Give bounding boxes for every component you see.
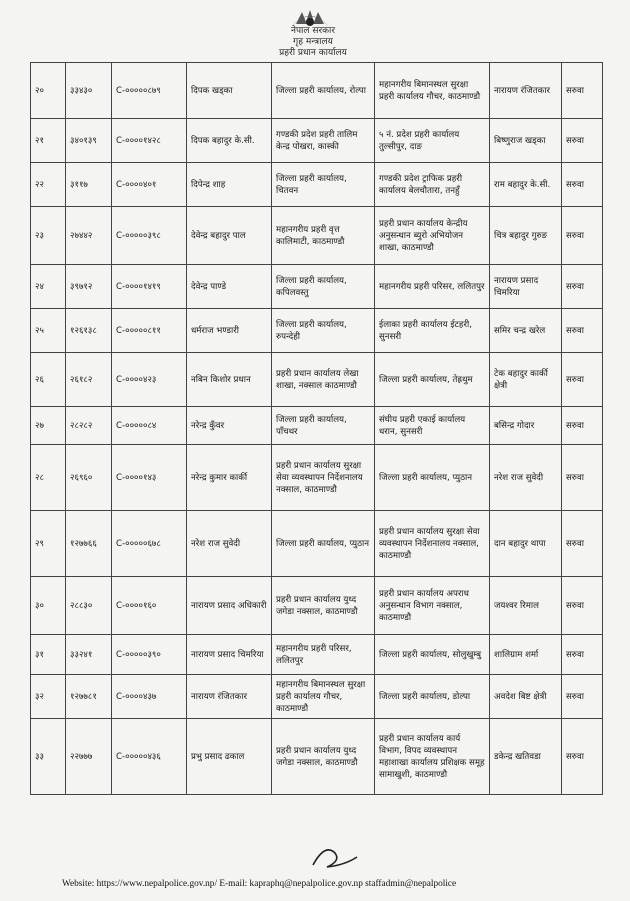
table-row [31, 577, 603, 635]
table-row [31, 119, 603, 163]
cell-code: C-०००००८७९ [112, 63, 187, 119]
cell-serial: २२ [31, 163, 66, 207]
table-row [31, 309, 603, 353]
cell-to-office: जिल्ला प्रहरी कार्यालय, सोलुखुम्बु [375, 635, 490, 675]
cell-remark: सरुवा [562, 163, 603, 207]
cell-police-id: ३४०१३९ [66, 119, 112, 163]
table-row [31, 719, 603, 795]
cell-serial: २८ [31, 445, 66, 511]
cell-name: नारायण प्रसाद अधिकारी [187, 577, 272, 635]
cell-to-office: जिल्ला प्रहरी कार्यालय, तेह्रथुम [375, 353, 490, 407]
cell-from-office: प्रहरी प्रधान कार्यालय सुरक्षा सेवा व्यवस्थापन निर्देशनालय नक्साल, काठमाण्डौ [272, 445, 375, 511]
cell-code: C-०००००८४ [112, 407, 187, 445]
cell-name: दिपक बहादुर के.सी. [187, 119, 272, 163]
cell-police-id: ३३२४१ [66, 635, 112, 675]
cell-serial: ३१ [31, 635, 66, 675]
cell-remark: सरुवा [562, 719, 603, 795]
cell-to-office: जिल्ला प्रहरी कार्यालय, प्युठान [375, 445, 490, 511]
cell-police-id: १२७७६६ [66, 511, 112, 577]
letterhead-line-3: प्रहरी प्रधान कार्यालय [279, 48, 347, 58]
cell-code: C-००००१४३ [112, 445, 187, 511]
cell-to-office: ५ नं. प्रदेश प्रहरी कार्यालय तुल्सीपुर, दाङ [375, 119, 490, 163]
cell-serial: २९ [31, 511, 66, 577]
cell-name: नरेन्द्र कुँवर [187, 407, 272, 445]
letterhead-line-1: नेपाल सरकार [290, 26, 336, 36]
cell-replacement: जयश्वर रिमाल [490, 577, 562, 635]
cell-name: नरेन्द्र कुमार कार्की [187, 445, 272, 511]
cell-from-office: प्रहरी प्रधान कार्यालय लेखा शाखा, नक्साल काठमाण्डौ [272, 353, 375, 407]
cell-to-office: गण्डकी प्रदेश ट्राफिक प्रहरी कार्यालय बेलचौतारा, तनहुँ [375, 163, 490, 207]
cell-replacement: राम बहादुर के.सी. [490, 163, 562, 207]
cell-name: देवेन्द्र पाण्डे [187, 265, 272, 309]
cell-from-office: महानगरीय प्रहरी वृत्त कालिमाटी, काठमाण्डौ [272, 207, 375, 265]
cell-from-office: प्रहरी प्रधान कार्यालय युध्द जगेडा नक्साल, काठमाण्डौ [272, 577, 375, 635]
cell-name: देवेन्द्र बहादुर पाल [187, 207, 272, 265]
cell-serial: २४ [31, 265, 66, 309]
cell-police-id: २८२८२ [66, 407, 112, 445]
cell-remark: सरुवा [562, 119, 603, 163]
cell-police-id: १२६१३८ [66, 309, 112, 353]
cell-replacement: नारायण रंजितकार [490, 63, 562, 119]
cell-replacement: बसिन्द्र गोदार [490, 407, 562, 445]
cell-to-office: महानगरीय प्रहरी परिसर, ललितपुर [375, 265, 490, 309]
signature-icon [305, 835, 365, 875]
cell-remark: सरुवा [562, 675, 603, 719]
cell-from-office: जिल्ला प्रहरी कार्यालय, चितवन [272, 163, 375, 207]
cell-serial: ३३ [31, 719, 66, 795]
cell-from-office: महानगरीय बिमानस्थल सुरक्षा प्रहरी कार्यालय गौचर, काठमाण्डौ [272, 675, 375, 719]
table-row [31, 63, 603, 119]
cell-remark: सरुवा [562, 353, 603, 407]
cell-to-office: प्रहरी प्रधान कार्यालय कार्य विभाग, विपद व्यवस्थापन महाशाखा कार्यालय प्रशिक्षक समूह सामाखुशी, काठमाण्डौ [375, 719, 490, 795]
cell-replacement: नरेश राज सुवेदी [490, 445, 562, 511]
table-row [31, 407, 603, 445]
cell-replacement: चित्र बहादुर गुरुङ [490, 207, 562, 265]
cell-serial: २६ [31, 353, 66, 407]
cell-remark: सरुवा [562, 407, 603, 445]
cell-from-office: जिल्ला प्रहरी कार्यालय, रोल्पा [272, 63, 375, 119]
cell-serial: २७ [31, 407, 66, 445]
cell-from-office: जिल्ला प्रहरी कार्यालय, प्युठान [272, 511, 375, 577]
cell-code: C-०००००३९८ [112, 207, 187, 265]
cell-code: C-०००००४३६ [112, 719, 187, 795]
table-row [31, 265, 603, 309]
cell-police-id: २२७७७ [66, 719, 112, 795]
cell-name: नरेश राज सुवेदी [187, 511, 272, 577]
cell-serial: २५ [31, 309, 66, 353]
cell-police-id: ३९७१२ [66, 265, 112, 309]
table-row [31, 445, 603, 511]
cell-replacement: अवदेश बिष्ट क्षेत्री [490, 675, 562, 719]
table-row [31, 163, 603, 207]
table-row [31, 511, 603, 577]
cell-police-id: २८८३० [66, 577, 112, 635]
cell-name: प्रभु प्रसाद ढकाल [187, 719, 272, 795]
cell-to-office: जिल्ला प्रहरी कार्यालय, डोल्पा [375, 675, 490, 719]
cell-name: दिपेन्द्र शाह [187, 163, 272, 207]
cell-replacement: शालिग्राम शर्मा [490, 635, 562, 675]
cell-remark: सरुवा [562, 445, 603, 511]
cell-remark: सरुवा [562, 63, 603, 119]
cell-code: C-००००१६० [112, 577, 187, 635]
cell-code: C-०००००६७८ [112, 511, 187, 577]
footer-contact: Website: https://www.nepalpolice.gov.np/ E-mail: kapraphq@nepalpolice.gov.np staffadmin@nepalpolice [62, 879, 457, 889]
cell-police-id: ३११७ [66, 163, 112, 207]
cell-police-id: २६९६० [66, 445, 112, 511]
cell-from-office: प्रहरी प्रधान कार्यालय युध्द जगेडा नक्साल, काठमाण्डौ [272, 719, 375, 795]
letterhead [258, 26, 368, 59]
cell-serial: २३ [31, 207, 66, 265]
cell-replacement: टेक बहादुर कार्की क्षेत्री [490, 353, 562, 407]
cell-code: C-००००४२३ [112, 353, 187, 407]
cell-from-office: जिल्ला प्रहरी कार्यालय, पाँचथर [272, 407, 375, 445]
cell-replacement: बिष्णुराज खड्का [490, 119, 562, 163]
cell-name: दिपक खड्का [187, 63, 272, 119]
cell-to-office: संघीय प्रहरी एकाई कार्यालय धरान, सुनसरी [375, 407, 490, 445]
cell-from-office: जिल्ला प्रहरी कार्यालय, कपिलवस्तु [272, 265, 375, 309]
cell-serial: ३० [31, 577, 66, 635]
cell-serial: २० [31, 63, 66, 119]
cell-to-office: प्रहरी प्रधान कार्यालय सुरक्षा सेवा व्यवस्थापन निर्देशनालय नक्साल, काठमाण्डौ [375, 511, 490, 577]
letterhead-line-2: गृह मन्त्रालय [293, 37, 333, 47]
cell-replacement: नारायण प्रसाद चिमरिया [490, 265, 562, 309]
cell-remark: सरुवा [562, 635, 603, 675]
cell-to-office: ईलाका प्रहरी कार्यालय ईटहरी, सुनसरी [375, 309, 490, 353]
cell-name: नारायण रंजितकार [187, 675, 272, 719]
cell-code: C-००००४३७ [112, 675, 187, 719]
cell-from-office: महानगरीय प्रहरी परिसर, ललितपुर [272, 635, 375, 675]
transfer-table-body [31, 63, 603, 795]
cell-name: नबिन किशोर प्रधान [187, 353, 272, 407]
cell-remark: सरुवा [562, 207, 603, 265]
cell-code: C-००००१४२८ [112, 119, 187, 163]
cell-from-office: गण्डकी प्रदेश प्रहरी तालिम केन्द्र पोखरा, कास्की [272, 119, 375, 163]
cell-remark: सरुवा [562, 577, 603, 635]
cell-replacement: डकेन्द्र खतिवडा [490, 719, 562, 795]
cell-name: धर्मराज भण्डारी [187, 309, 272, 353]
table-row [31, 635, 603, 675]
cell-serial: ३२ [31, 675, 66, 719]
table-row [31, 353, 603, 407]
cell-replacement: समिर चन्द्र खरेल [490, 309, 562, 353]
cell-to-office: महानगरीय बिमानस्थल सुरक्षा प्रहरी कार्यालय गौचर, काठमाण्डौ [375, 63, 490, 119]
cell-remark: सरुवा [562, 309, 603, 353]
cell-police-id: २६१८२ [66, 353, 112, 407]
cell-replacement: दान बहादुर थापा [490, 511, 562, 577]
cell-from-office: जिल्ला प्रहरी कार्यालय, रुपन्देही [272, 309, 375, 353]
cell-police-id: १२७७८१ [66, 675, 112, 719]
cell-code: C-००००१४१९ [112, 265, 187, 309]
cell-to-office: प्रहरी प्रधान कार्यालय केन्द्रीय अनुसन्धान ब्युरो अभियोजन शाखा, काठमाण्डौ [375, 207, 490, 265]
cell-code: C-०००००३९० [112, 635, 187, 675]
cell-police-id: ३३४३० [66, 63, 112, 119]
transfer-table [30, 62, 603, 795]
cell-serial: २१ [31, 119, 66, 163]
cell-code: C-००००४०१ [112, 163, 187, 207]
cell-code: C-०००००८११ [112, 309, 187, 353]
cell-name: नारायण प्रसाद चिमरिया [187, 635, 272, 675]
cell-remark: सरुवा [562, 511, 603, 577]
cell-police-id: २७४४२ [66, 207, 112, 265]
table-row [31, 675, 603, 719]
cell-to-office: प्रहरी प्रधान कार्यालय अपराध अनुसन्धान विभाग नक्साल, काठमाण्डौ [375, 577, 490, 635]
table-row [31, 207, 603, 265]
cell-remark: सरुवा [562, 265, 603, 309]
